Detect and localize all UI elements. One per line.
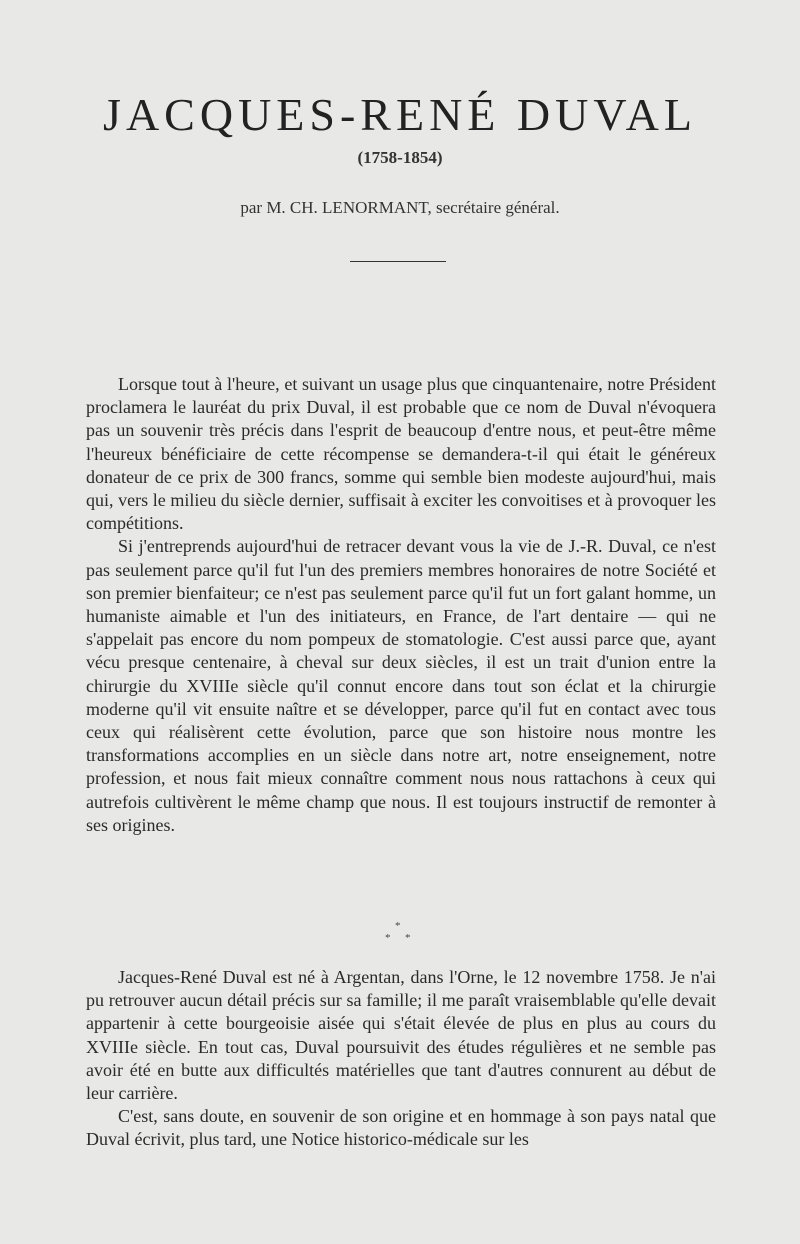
paragraph: Si j'entreprends aujourd'hui de retracer devant vous la vie de J.-R. Duval, ce n'est pas seulement parce qu'il fut l'un des premiers membres honoraires de notre Société et son premier bienfaiteur; ce n'est pas seulement parce qu'il fut un fort galant homme, un humaniste aimable et l'un des initiateurs, en France, de l'art dentaire — qui ne s'appelait pas encore du nom pompeux de stomatologie. C'est aussi parce que, ayant vécu presque centenaire, à cheval sur deux siècles, il est un trait d'union entre la chirurgie du XVIIIe siècle qu'il connut encore dans tout son éclat et la chirurgie moderne qu'il vit ensuite naître et se développer, parce qu'il fut en contact avec tous ceux qui réalisèrent cette évolution, parce que son histoire nous montre les transformations accomplies en un siècle dans notre art, notre enseignement, notre profession, et nous fait mieux connaître comment nous nous rattachons à ceux qui autrefois cultivèrent le même champ que nous. Il est toujours instructif de remonter à ses origines. (86, 536, 716, 835)
section-break-asterism: * * * (385, 920, 411, 944)
life-dates: (1758-1854) (357, 148, 443, 167)
paragraph: C'est, sans doute, en souvenir de son origine et en hommage à son pays natal que Duval écrivit, plus tard, une Notice historico-médicale sur les (86, 1106, 716, 1150)
intro-text-block (86, 373, 716, 837)
article-title: JACQUES-RENÉ DUVAL (103, 89, 697, 140)
paragraph: Jacques-René Duval est né à Argentan, dans l'Orne, le 12 novembre 1758. Je n'ai pu retrouver aucun détail précis sur sa famille; il me paraît vraisemblable qu'elle devait appartenir à cette bourgeoisie aisée qui s'était élevée de plus en plus au cours du XVIIIe siècle. En tout cas, Duval poursuivit des études régulières et ne semble pas avoir été en butte aux difficultés matérielles que tant d'autres connurent au début de leur carrière. (86, 967, 716, 1104)
biography-text-block (86, 966, 716, 1152)
author-byline: par M. CH. LENORMANT, secrétaire général. (240, 198, 560, 217)
paragraph: Lorsque tout à l'heure, et suivant un usage plus que cinquantenaire, notre Président proclamera le lauréat du prix Duval, il est probable que ce nom de Duval n'évoquera pas un souvenir très précis dans l'esprit de beaucoup d'entre nous, et peut-être même l'heureux bénéficiaire de cette récompense se demandera-t-il qui était le généreux donateur de ce prix de 300 francs, somme qui semble bien modeste aujourd'hui, mais qui, vers le milieu du siècle dernier, suffisait à exciter les convoitises et à provoquer les compétitions. (86, 374, 716, 534)
title-rule (350, 261, 446, 262)
